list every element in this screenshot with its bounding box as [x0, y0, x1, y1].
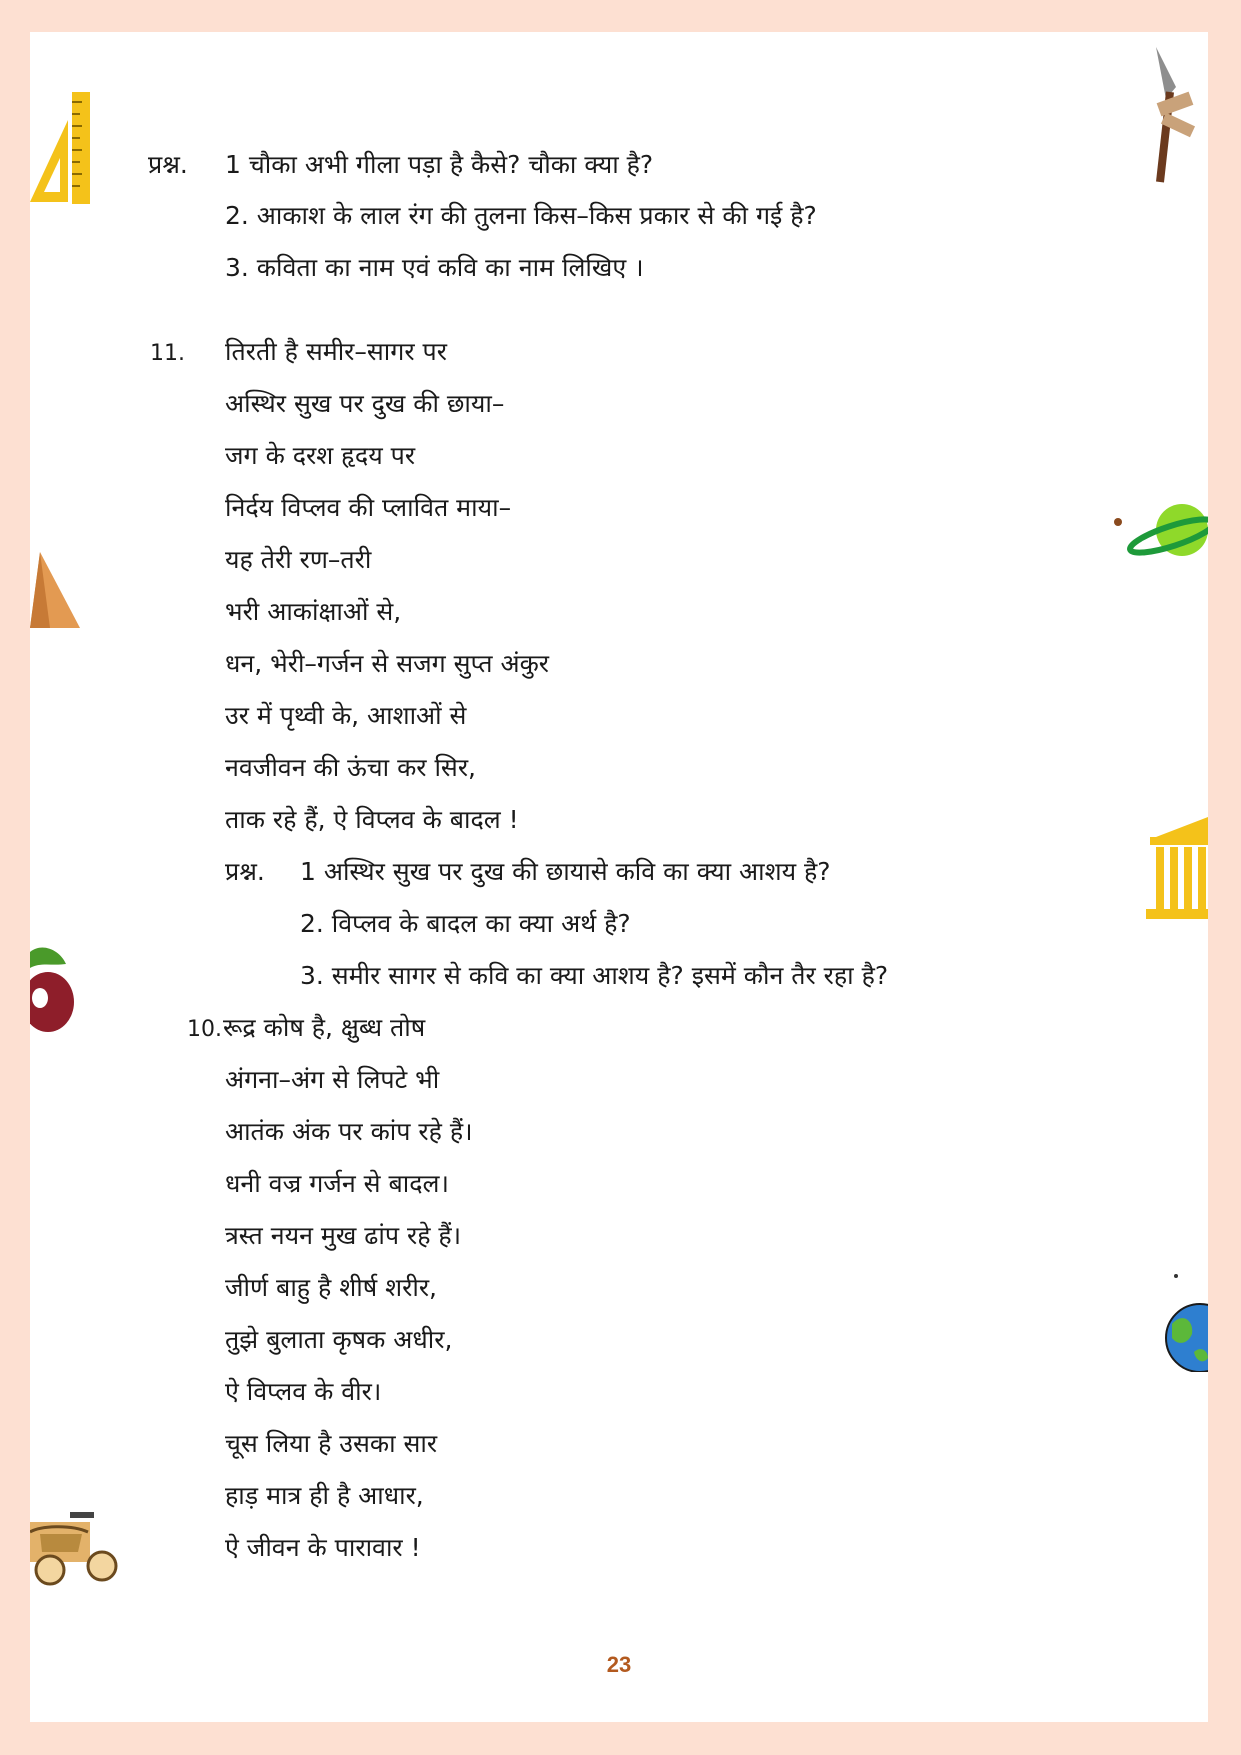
- vintage-car-icon: [30, 1502, 125, 1592]
- poem-line: ताक रहे हैं, ऐ विप्लव के बादल !: [225, 805, 519, 834]
- question-label: प्रश्न.: [225, 857, 265, 886]
- poem-line: अंगना–अंग से लिपटे भी: [225, 1065, 440, 1094]
- poem-line: निर्दय विप्लव की प्लावित माया–: [225, 493, 512, 522]
- poem-line: जग के दरश हृदय पर: [225, 441, 416, 470]
- document-page: [30, 32, 1208, 1722]
- pyramid-icon: [30, 552, 85, 632]
- page-number: 23: [606, 1652, 632, 1677]
- poem-line: भरी आकांक्षाओं से,: [225, 597, 402, 626]
- poem-line: उर में पृथ्वी के, आशाओं से: [225, 701, 467, 730]
- poem-line: आतंक अंक पर कांप रहे हैं।: [225, 1117, 473, 1146]
- question-item: 1 चौका अभी गीला पड़ा है कैसे? चौका क्या है?: [225, 150, 654, 179]
- poem-number: 10.: [187, 1017, 222, 1042]
- poem-line: त्रस्त नयन मुख ढांप रहे हैं।: [225, 1221, 462, 1250]
- poem-line: जीर्ण बाहु है शीर्ष शरीर,: [225, 1273, 437, 1302]
- question-item: 2. विप्लव के बादल का क्या अर्थ है?: [300, 909, 631, 938]
- question-item: 3. कविता का नाम एवं कवि का नाम लिखिए ।: [225, 253, 644, 282]
- poem-line: तुझे बुलाता कृषक अधीर,: [225, 1325, 453, 1354]
- poem-line: हाड़ मात्र ही है आधार,: [225, 1481, 424, 1510]
- fruit-icon: [30, 942, 80, 1042]
- poem-line: ऐ जीवन के पारावार !: [225, 1533, 421, 1562]
- poem-line: अस्थिर सुख पर दुख की छाया–: [225, 389, 505, 418]
- poem-line: चूस लिया है उसका सार: [225, 1429, 438, 1458]
- earth-globe-icon: [1164, 1272, 1208, 1372]
- poem-line: धन, भेरी–गर्जन से सजग सुप्त अंकुर: [225, 649, 550, 678]
- question-item: 3. समीर सागर से कवि का क्या आशय है? इसमें कौन तैर रहा है?: [300, 961, 889, 990]
- poem-line: यह तेरी रण–तरी: [225, 545, 372, 574]
- poem-line: धनी वज्र गर्जन से बादल।: [225, 1169, 449, 1198]
- question-item: 2. आकाश के लाल रंग की तुलना किस–किस प्रकार से की गई है?: [225, 201, 817, 230]
- poem-line: ऐ विप्लव के वीर।: [225, 1377, 382, 1406]
- spear-icon: [1148, 47, 1208, 187]
- poem-line: नवजीवन की ऊंचा कर सिर,: [225, 753, 476, 782]
- poem-number: 11.: [150, 341, 185, 366]
- question-item: 1 अस्थिर सुख पर दुख की छायासे कवि का क्या आशय है?: [300, 857, 831, 886]
- planet-icon: [1110, 502, 1208, 572]
- ruler-triangle-icon: [30, 92, 100, 207]
- poem-line: तिरती है समीर–सागर पर: [225, 337, 447, 366]
- question-label: प्रश्न.: [148, 150, 188, 179]
- temple-icon: [1142, 817, 1208, 922]
- poem-line: रूद्र कोष है, क्षुब्ध तोष: [223, 1013, 426, 1042]
